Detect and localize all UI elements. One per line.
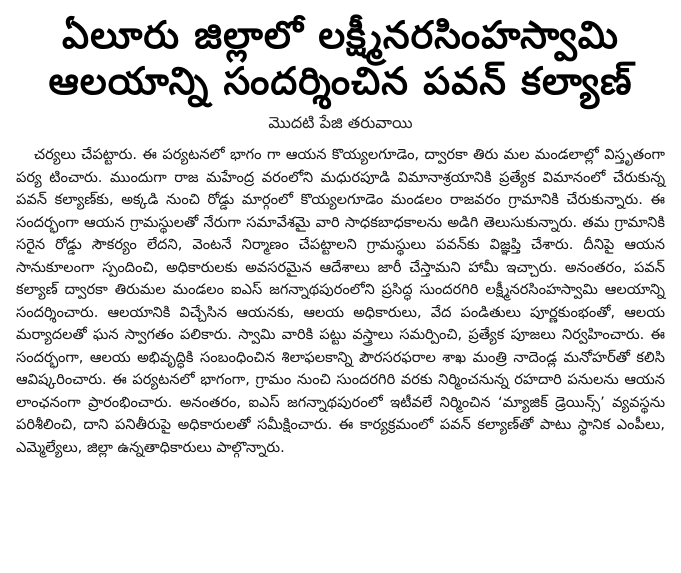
article-body bbox=[16, 144, 665, 459]
headline-line-1: ఏలూరు జిల్లాలో లక్ష్మీనరసింహస్వామి bbox=[62, 13, 619, 57]
body-paragraph: చర్యలు చేపట్టారు. ఈ పర్యటనలో భాగం గా ఆయన కొయ్యలగూడెం, ద్వారకా తిరు మల మండలాల్లో విస్తృతంగా పర్య టించారు. ముందుగా రాజ మహేంద్ర వరంలోని మధురపూడి విమానాశ్రయానికి ప్రత్యేక విమానంలో చేరుకున్న పవన్ కల్యాణ్‌కు, అక్కడి నుంచి రోడ్డు మార్గంలో కొయ్యలగూడెం మండలం రాజవరం గ్రామానికి చేరుకున్నారు. ఈ సందర్భంగా ఆయన గ్రామస్థులతో నేరుగా సమావేశమై వారి సాధకబాధకాలను అడిగి తెలుసుకున్నారు. తమ గ్రామానికి సరైన రోడ్డు సౌకర్యం లేదని, వెంటనే నిర్మాణం చేపట్టాలని గ్రామస్థులు పవన్‌కు విజ్ఞప్తి చేశారు. దీనిపై ఆయన సానుకూలంగా స్పందించి, అధికారులకు అవసరమైన ఆదేశాలు జారీ చేస్తామని హామీ ఇచ్చారు. అనంతరం, పవన్ కల్యాణ్ ద్వారకా తిరుమల మండలం ఐఎస్ జగన్నాథపురంలోని ప్రసిద్ధ సుందరగిరి లక్ష్మీనరసింహస్వామి ఆలయాన్ని సందర్శించారు. ఆలయానికి విచ్చేసిన ఆయనకు, ఆలయ అధికారులు, వేద పండితులు పూర్ణకుంభంతో, ఆలయ మర్యాదలతో ఘన స్వాగతం పలికారు. స్వామి వారికి పట్టు వస్త్రాలు సమర్పించి, ప్రత్యేక పూజలు నిర్వహించారు. ఈ సందర్భంగా, ఆలయ అభివృద్ధికి సంబంధించిన శిలాఫలకాన్ని పౌరసరఫరాల శాఖ మంత్రి నాదెండ్ల మనోహర్‌తో కలిసి ఆవిష్కరించారు. ఈ పర్యటనలో భాగంగా, గ్రామం నుంచి సుందరగిరి వరకు నిర్మించనున్న రహదారి పనులను ఆయన లాంఛనంగా ప్రారంభించారు. అనంతరం, ఐఎస్ జగన్నాథపురంలో ఇటీవలే నిర్మించిన ‘మ్యాజిక్ డ్రెయిన్స్’ వ్యవస్థను పరిశీలించి, దాని పనితీరుపై అధికారులతో సమీక్షించారు. ఈ కార్యక్రమంలో పవన్ కల్యాణ్‌తో పాటు స్థానిక ఎంపీలు, ఎమ్మెల్యేలు, జిల్లా ఉన్నతాధికారులు పాల్గొన్నారు. bbox=[16, 146, 665, 456]
headline-line-2: ఆలయాన్ని సందర్శించిన పవన్ కల్యాణ్ bbox=[48, 59, 633, 103]
headline bbox=[16, 0, 665, 104]
continuation-note: మొదటి పేజి తరువాయి bbox=[268, 113, 413, 132]
